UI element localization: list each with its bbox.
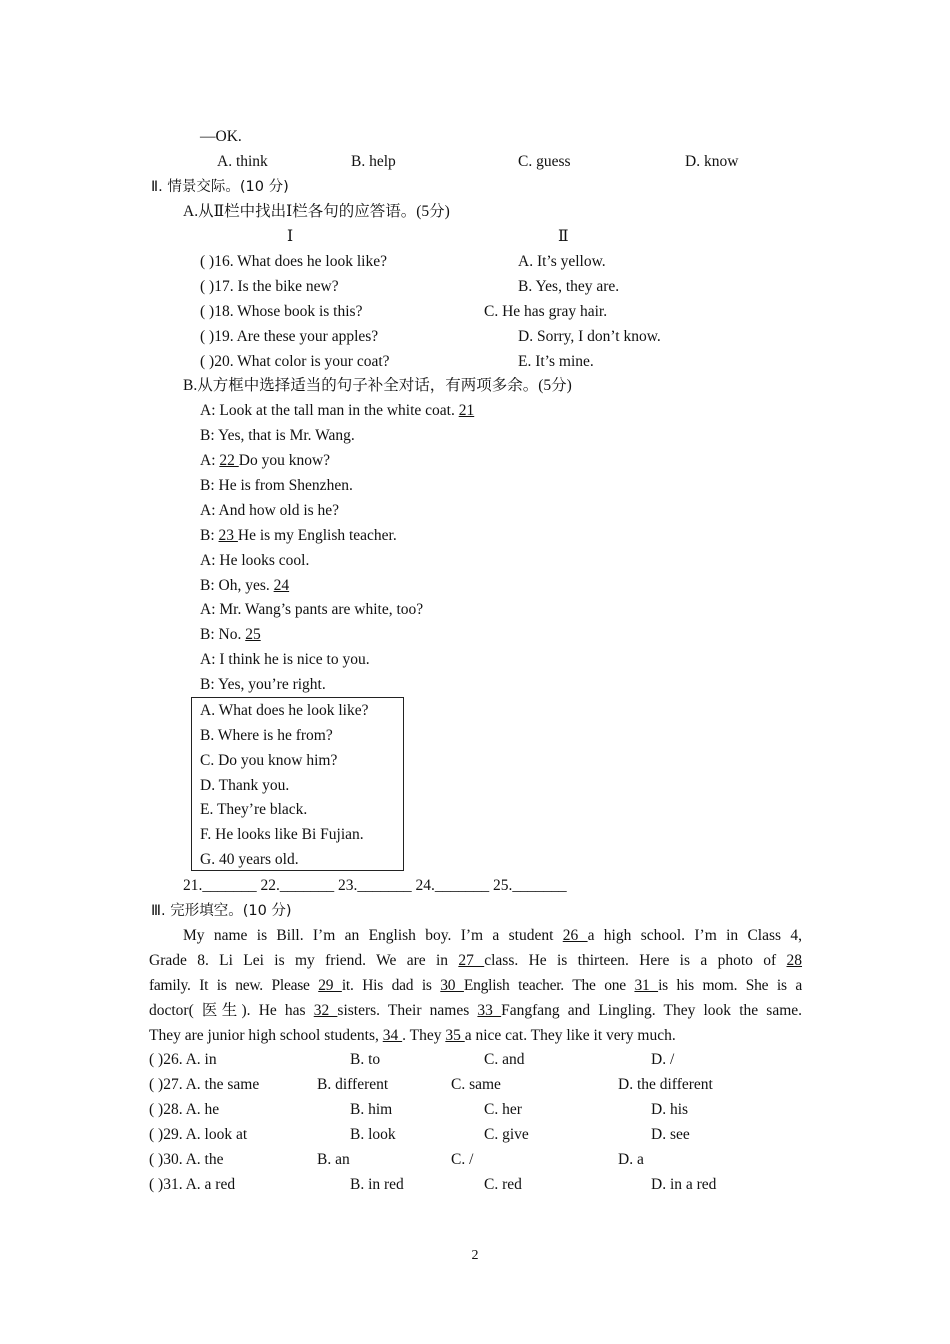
cloze-option: D. the different <box>618 1076 713 1093</box>
passage-line <box>149 973 802 998</box>
passage-text: Fangfang and Lingling. They look the same. <box>501 1002 803 1019</box>
passage-text: doctor( 医生). He has <box>149 1002 314 1019</box>
box-option: B. Where is he from? <box>200 727 333 744</box>
matching-answer: D. Sorry, I don’t know. <box>518 328 661 345</box>
cloze-blank: 35 <box>445 1027 465 1044</box>
dialogue-line: B: Oh, yes. 24 <box>200 577 290 594</box>
dialogue-line: A: Mr. Wang’s pants are white, too? <box>200 601 424 618</box>
answer-line: 21._______ 22._______ 23._______ 24._______ 25._______ <box>183 877 567 894</box>
cloze-option: D. his <box>651 1101 689 1118</box>
matching-question: ( )19. Are these your apples? <box>200 328 379 345</box>
blank-22: 22 <box>219 452 239 469</box>
cloze-blank: 29 <box>318 977 342 994</box>
passage-text: sisters. Their names <box>337 1002 478 1019</box>
part-b-instruction: B.从方框中选择适当的句子补全对话，有两项多余。(5分) <box>183 377 572 394</box>
passage-line <box>149 1023 802 1048</box>
cloze-option: D. a <box>618 1151 644 1168</box>
matching-question: ( )17. Is the bike new? <box>200 278 339 295</box>
matching-question: ( )18. Whose book is this? <box>200 303 363 320</box>
dialogue-line: B: 23 He is my English teacher. <box>200 527 397 544</box>
passage-text: My name is Bill. I’m an English boy. I’m a student <box>183 927 563 944</box>
cloze-question: ( )27. A. the same <box>149 1076 260 1093</box>
blank-21: 21 <box>458 402 475 419</box>
cloze-question: ( )28. A. he <box>149 1101 220 1118</box>
dialogue-line: A: And how old is he? <box>200 502 340 519</box>
passage-line <box>149 923 802 948</box>
cloze-question: ( )30. A. the <box>149 1151 224 1168</box>
cloze-option: C. and <box>484 1051 525 1068</box>
cloze-passage <box>149 923 802 1048</box>
section2-heading: Ⅱ. 情景交际。(10 分) <box>151 179 289 195</box>
dialogue-line: B: He is from Shenzhen. <box>200 477 353 494</box>
cloze-option: D. in a red <box>651 1176 717 1193</box>
dialogue-line: B: Yes, that is Mr. Wang. <box>200 427 355 444</box>
box-option: A. What does he look like? <box>200 702 369 719</box>
cloze-blank: 34 <box>382 1027 403 1044</box>
box-option: D. Thank you. <box>200 777 290 794</box>
matching-answer: C. He has gray hair. <box>484 303 608 320</box>
cloze-blank: 30 <box>440 977 464 994</box>
cloze-question: ( )31. A. a red <box>149 1176 236 1193</box>
cloze-blank: 28 <box>786 952 803 969</box>
passage-text: They are junior high school students, <box>149 1027 383 1044</box>
matching-question: ( )20. What color is your coat? <box>200 353 390 370</box>
cloze-option: B. to <box>350 1051 381 1068</box>
cloze-option: C. red <box>484 1176 522 1193</box>
matching-answer: E. It’s mine. <box>518 353 594 370</box>
cloze-question: ( )26. A. in <box>149 1051 217 1068</box>
box-option: C. Do you know him? <box>200 752 338 769</box>
cloze-option: B. him <box>350 1101 393 1118</box>
passage-text: English teacher. The one <box>463 977 635 994</box>
cloze-blank: 32 <box>313 1002 338 1019</box>
cloze-option: C. give <box>484 1126 529 1143</box>
page-number: 2 <box>471 1248 479 1263</box>
matching-answer: A. It’s yellow. <box>518 253 606 270</box>
cloze-option: C. her <box>484 1101 522 1118</box>
ok-line: —OK. <box>200 128 242 145</box>
box-option: F. He looks like Bi Fujian. <box>200 826 364 843</box>
blank-25: 25 <box>245 626 261 643</box>
cloze-option: C. / <box>451 1151 474 1168</box>
dialogue-line: B: Yes, you’re right. <box>200 676 326 693</box>
cloze-option: B. different <box>317 1076 389 1093</box>
col2-header: Ⅱ <box>558 228 569 245</box>
passage-text: class. He is thirteen. Here is a photo of <box>484 952 787 969</box>
section3-heading: Ⅲ. 完形填空。(10 分) <box>151 903 292 919</box>
passage-text: it. His dad is <box>341 977 441 994</box>
box-option: E. They’re black. <box>200 801 308 818</box>
passage-text: a nice cat. They like it very much. <box>464 1027 676 1044</box>
cloze-option: B. an <box>317 1151 350 1168</box>
dialogue-line: A: Look at the tall man in the white coat. 21 <box>200 402 475 419</box>
dialogue-line: B: No. 25 <box>200 626 261 643</box>
cloze-option: B. in red <box>350 1176 404 1193</box>
dialogue-line: A: He looks cool. <box>200 552 310 569</box>
part-a-instruction: A.从Ⅱ栏中找出Ⅰ栏各句的应答语。(5分) <box>183 203 450 220</box>
cloze-blank: 31 <box>634 977 659 994</box>
passage-text: is his mom. She is a <box>658 977 803 994</box>
box-option: G. 40 years old. <box>200 851 299 868</box>
matching-answer: B. Yes, they are. <box>518 278 620 295</box>
cloze-question: ( )29. A. look at <box>149 1126 248 1143</box>
cloze-option: B. look <box>350 1126 396 1143</box>
blank-23: 23 <box>218 527 238 544</box>
col1-header: Ⅰ <box>287 228 294 245</box>
option-a: A. think <box>217 153 268 170</box>
option-d: D. know <box>685 153 739 170</box>
cloze-option: D. see <box>651 1126 690 1143</box>
option-c: C. guess <box>518 153 571 170</box>
passage-text: a high school. I’m in Class 4, <box>587 927 803 944</box>
dialogue-line: A: I think he is nice to you. <box>200 651 370 668</box>
dialogue-line: A: 22 Do you know? <box>200 452 331 469</box>
cloze-blank: 27 <box>458 952 485 969</box>
blank-24: 24 <box>273 577 290 594</box>
passage-line <box>149 948 802 973</box>
option-b: B. help <box>351 153 396 170</box>
passage-line <box>149 998 802 1023</box>
cloze-option: C. same <box>451 1076 501 1093</box>
passage-text: . They <box>402 1027 446 1044</box>
passage-text: family. It is new. Please <box>149 977 319 994</box>
cloze-option: D. / <box>651 1051 675 1068</box>
cloze-blank: 33 <box>477 1002 502 1019</box>
cloze-blank: 26 <box>562 927 588 944</box>
passage-text: Grade 8. Li Lei is my friend. We are in <box>149 952 459 969</box>
matching-question: ( )16. What does he look like? <box>200 253 387 270</box>
